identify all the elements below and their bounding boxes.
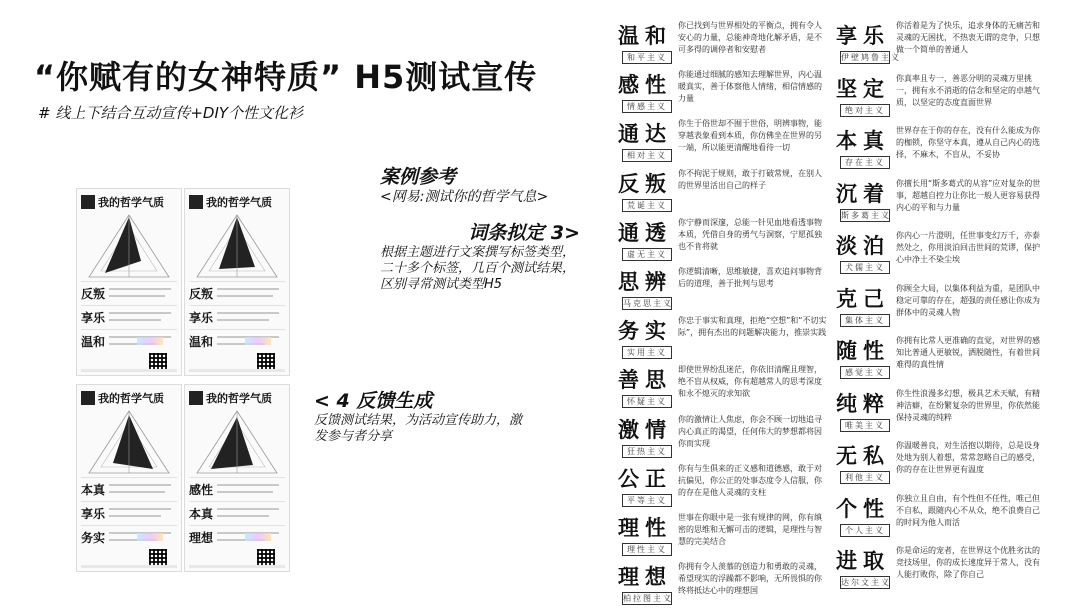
trait-item: [616, 561, 828, 607]
trait-description: 你内心一片澄明，任世事变幻万千，亦泰然处之，你用淡泊回击世间的荒谬，保护心中净土不染尘埃: [896, 231, 1040, 264]
trait-tag: 相对主义: [622, 149, 672, 162]
trait-item: [834, 125, 1046, 171]
trait-tag: 唯美主义: [840, 419, 890, 432]
trait-tag: 和平主义: [622, 51, 672, 64]
trait-tag: 利他主义: [840, 471, 890, 484]
trait-name: 温和: [618, 23, 672, 48]
trait-tag: 存在主义: [840, 156, 890, 169]
trait-item: [616, 118, 828, 164]
trait-description: 你顾全大局，以集体利益为重，是团队中稳定可靠的存在，超强的责任感让你成为群体中的灵魂人物: [896, 283, 1040, 317]
trait-name: 反叛: [618, 170, 672, 196]
trait-name: 本真: [836, 128, 890, 153]
radar-chart-icon: [83, 407, 175, 477]
mock-title: 我的哲学气质: [206, 392, 272, 405]
mock-row-label: 本真: [81, 483, 106, 497]
annotation-heading: 案例参考: [380, 166, 457, 188]
mock-row-label: 享乐: [81, 311, 106, 325]
trait-name: 享乐: [836, 23, 890, 48]
trait-name: 个性: [836, 495, 890, 521]
trait-name: 沉着: [836, 180, 890, 206]
trait-item: [616, 463, 828, 509]
mock-row-label: 享乐: [81, 507, 106, 521]
trait-description: 你拥有比常人更准确的直觉，对世界的感知比普通人更敏锐，洒脱随性，有着世间难得的真性情: [896, 336, 1040, 369]
radar-chart-icon: [191, 211, 283, 281]
trait-tag: 个人主义: [840, 524, 890, 537]
trait-name: 善思: [618, 367, 672, 393]
trait-name: 通达: [618, 121, 672, 147]
trait-description: 你是命运的宠者，在世界这个优胜劣汰的竞技场里，你的成长速度异于常人，没有人能打败你，除了你自己: [896, 546, 1040, 579]
trait-description: 你不拘泥于规则，敢于打破常规，在别人的世界里活出自己的样子: [678, 168, 822, 190]
trait-item: [616, 168, 828, 214]
trait-name: 克己: [836, 285, 890, 311]
trait-description: 你宁静而深邃，总能一针见血地看透事物本质，凭借自身的勇气与洞察，宁愿孤独也不肯将就: [678, 217, 822, 251]
trait-description: 你生性浪漫多幻想，极具艺术天赋，有精神洁癖，在纷繁复杂的世界里，你依然能保持灵魂的纯粹: [896, 388, 1040, 422]
mock-row-label: 本真: [189, 507, 214, 521]
mock-card-3: [76, 384, 182, 572]
trait-description: 你逻辑清晰，思维敏捷，喜欢追问事物背后的道理，善于批判与思考: [678, 267, 822, 288]
trait-description: 你拥有令人羡慕的创造力和勇敢的灵魂，希望现实的浮躁都不影响，无所畏惧的你终将抵达心中的理想国: [678, 562, 822, 596]
trait-name: 激情: [618, 416, 672, 442]
trait-name: 公正: [618, 465, 672, 491]
trait-name: 理想: [618, 564, 672, 590]
trait-description: 你的激情让人焦虑，你会不顾一切地追寻内心真正的渴望，任何伟大的梦想都将因你而实现: [678, 414, 822, 448]
trait-tag: 狂热主义: [622, 445, 672, 458]
trait-item: [616, 315, 828, 361]
trait-description: 你温暖善良，对生活抱以期待，总是设身处地为别人着想，常常忽略自己的感受，你的存在让世界更有温度: [896, 441, 1040, 474]
mock-card-2: [184, 188, 290, 376]
trait-item: [616, 266, 828, 312]
trait-name: 进取: [836, 548, 890, 573]
trait-item: [616, 414, 828, 460]
trait-tag: 情感主义: [622, 100, 672, 113]
mock-title: 我的哲学气质: [98, 196, 164, 209]
trait-description: 世界存在于你的存在，没有什么能成为你的枷锁，你坚守本真，遵从自己内心的选择，不麻木，不盲从，不妥协: [896, 126, 1040, 159]
mock-row-label: 享乐: [189, 311, 214, 325]
mock-card-1: [76, 188, 182, 376]
trait-name: 通透: [618, 219, 672, 245]
trait-description: 即使世界纷乱迷茫，你依旧清醒且理智，绝不盲从权威，你有超越常人的思考深度和永不熄灭的求知欲: [678, 365, 822, 399]
annotation-body: 反馈测试结果，为活动宣传助力，激发参与者分享: [314, 413, 523, 444]
avatar: [81, 195, 95, 209]
trait-tag: 平等主义: [622, 494, 672, 507]
trait-item: [616, 364, 828, 410]
trait-tag: 理性主义: [622, 543, 672, 556]
mock-row-label: 反叛: [81, 287, 106, 301]
avatar: [81, 391, 95, 405]
trait-name: 纯粹: [836, 390, 890, 416]
trait-name: 无私: [836, 443, 890, 468]
page-subtitle: # 线上下结合互动宣传+DIY个性文化衫: [38, 104, 304, 122]
trait-description: 你真率且专一，善恶分明的灵魂万里挑一，拥有永不消逝的信念和坚定的卓越气质，以坚定的态度直面世界: [896, 73, 1040, 107]
trait-name: 理性: [618, 515, 672, 540]
trait-tag: 怀疑主义: [622, 395, 672, 408]
page-title: “你赋有的女神特质” H5测试宣传: [34, 58, 538, 96]
trait-tag: 感觉主义: [840, 366, 890, 379]
trait-tag: 斯多葛主义: [841, 210, 891, 220]
mock-row-label: 温和: [81, 335, 106, 349]
trait-name: 坚定: [836, 75, 890, 101]
avatar: [189, 391, 203, 405]
trait-name: 淡泊: [836, 233, 890, 258]
trait-description: 世事在你眼中是一张有规律的网，你有缜密的思维和无懈可击的逻辑，是理性与智慧的完美结合: [678, 513, 822, 546]
trait-item: [834, 335, 1046, 381]
mock-title: 我的哲学气质: [206, 196, 272, 209]
mock-title: 我的哲学气质: [98, 392, 164, 405]
annotation-heading: < 4 反馈生成: [314, 390, 433, 412]
trait-item: [834, 283, 1046, 329]
trait-description: 你有与生俱来的正义感和道德感，敢于对抗偏见，你公正的处事态度令人信服，你的存在是他人灵魂的支柱: [678, 463, 822, 497]
radar-chart-icon: [191, 407, 283, 477]
trait-tag: 荒诞主义: [622, 199, 672, 212]
trait-description: 你独立且自由，有个性但不任性，唯己但不自私，跟随内心不从众，绝不浪费自己的时间为他人而活: [896, 493, 1040, 527]
annotation-case-ref: [380, 162, 548, 205]
annotation-body: 根据主题进行文案撰写标签类型，二十多个标签，几百个测试结果，区别寻常测试类型H5: [380, 245, 576, 292]
annotation-heading: 词条拟定 3>: [468, 222, 580, 244]
trait-name: 感性: [618, 72, 672, 98]
trait-description: 你已找到与世界相处的平衡点，拥有令人安心的力量，总能神奇地化解矛盾，是不可多得的调停者和安慰者: [678, 21, 822, 54]
trait-name: 务实: [618, 318, 672, 344]
trait-item: [834, 388, 1046, 434]
trait-name: 思辨: [618, 269, 672, 294]
trait-item: [616, 512, 828, 558]
mock-row-label: 理想: [189, 531, 214, 545]
trait-description: 你忠于事实和真理，拒绝“空想”和“不切实际”，拥有杰出的问题解决能力，推崇实践: [678, 316, 827, 338]
avatar: [189, 195, 203, 209]
trait-tag: 集体主义: [840, 314, 890, 327]
radar-chart-icon: [83, 211, 175, 281]
annotation-wording: [380, 218, 580, 293]
trait-item: [834, 73, 1046, 119]
trait-tag: 伊壁鸠鲁主义: [841, 53, 901, 62]
trait-description: 你擅长用“斯多葛式的从容”应对复杂的世事，超越自控力让你比一般人更容易获得内心的平和与力量: [896, 178, 1041, 212]
annotation-sub: <网易:测试你的哲学气息>: [380, 189, 549, 205]
trait-tag: 绝对主义: [840, 104, 890, 117]
trait-name: 随性: [836, 338, 890, 363]
mock-row-label: 温和: [189, 335, 214, 349]
trait-item: [834, 178, 1046, 224]
mock-card-4: [184, 384, 290, 572]
trait-item: [834, 20, 1046, 66]
trait-item: [834, 440, 1046, 486]
trait-item: [616, 217, 828, 263]
trait-tag: 达尔文主义: [841, 578, 891, 587]
trait-tag: 虚无主义: [622, 248, 672, 261]
trait-description: 你活着是为了快乐，追求身体的无痛苦和灵魂的无困扰，不热衷无谓的竞争，只想做一个简单的普通人: [896, 21, 1040, 54]
trait-tag: 马克思主义: [623, 299, 673, 308]
mock-row-label: 反叛: [189, 287, 214, 301]
trait-tag: 犬儒主义: [840, 261, 890, 274]
trait-item: [616, 20, 828, 66]
trait-item: [616, 69, 828, 115]
mock-row-label: 务实: [81, 531, 106, 545]
trait-tag: 柏拉图主义: [623, 594, 673, 604]
trait-item: [834, 545, 1046, 591]
mock-row-label: 感性: [189, 483, 214, 497]
trait-item: [834, 493, 1046, 539]
trait-item: [834, 230, 1046, 276]
trait-tag: 实用主义: [622, 346, 672, 359]
trait-description: 你能通过细腻的感知去理解世界，内心温暖真实，善于体察他人情绪，相信情感的力量: [678, 70, 822, 104]
annotation-feedback: [314, 386, 524, 445]
trait-description: 你生于俗世却不囿于世俗，明辨事物，能穿越表象看到本质，你仿佛坐在世界的另一端，所以能更清醒地看待一切: [678, 119, 822, 153]
